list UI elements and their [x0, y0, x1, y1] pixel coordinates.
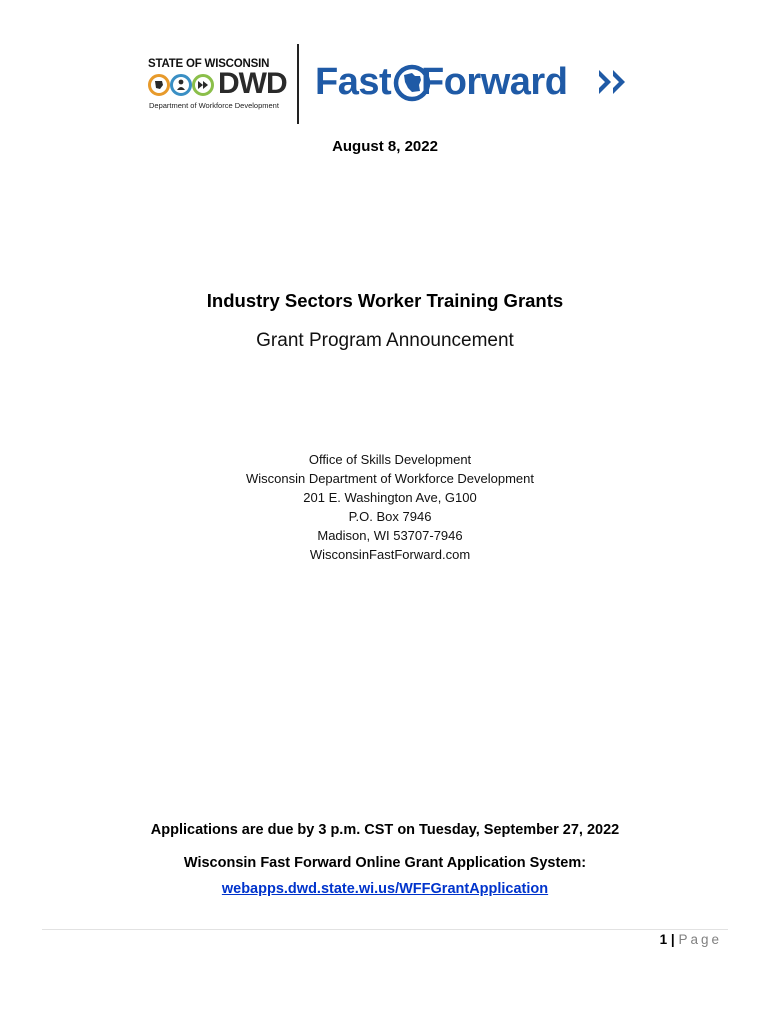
dwd-logo — [148, 58, 287, 114]
document-date: August 8, 2022 — [332, 138, 438, 155]
page-number: 1 — [659, 932, 668, 947]
logo-word-fast: Fast — [315, 61, 392, 103]
double-chevron-right-icon — [597, 68, 635, 96]
dwd-circles-icon — [148, 74, 218, 96]
address-line: Office of Skills Development — [308, 452, 472, 467]
application-system-link[interactable]: webapps.dwd.state.wi.us/WFFGrantApplication — [221, 881, 549, 897]
header-logos — [0, 44, 770, 124]
page-word: Page — [678, 932, 722, 947]
fast-forward-logo — [315, 60, 645, 104]
address-line: Wisconsin Department of Workforce Development — [245, 471, 535, 486]
office-address — [0, 450, 770, 564]
application-system-label: Wisconsin Fast Forward Online Grant Application System: — [183, 855, 587, 871]
address-line: WisconsinFastForward.com — [309, 547, 471, 562]
document-title: Industry Sectors Worker Training Grants — [206, 290, 564, 311]
application-link-wrap — [0, 881, 770, 897]
footer-rule — [42, 929, 728, 930]
page-footer — [660, 932, 722, 947]
address-line: Madison, WI 53707-7946 — [317, 528, 463, 543]
page-separator: | — [670, 932, 675, 947]
document-subtitle: Grant Program Announcement — [256, 330, 514, 351]
address-line: 201 E. Washington Ave, G100 — [303, 490, 477, 505]
logo-divider — [297, 44, 299, 124]
application-deadline: Applications are due by 3 p.m. CST on Tuesday, September 27, 2022 — [150, 822, 620, 838]
dwd-subtitle: Department of Workforce Development — [149, 101, 279, 110]
dwd-letters: DWD — [218, 67, 287, 100]
address-line: P.O. Box 7946 — [348, 509, 432, 524]
dwd-state-text: STATE OF WISCONSIN — [148, 58, 270, 70]
logo-word-forward: Forward — [421, 61, 568, 103]
